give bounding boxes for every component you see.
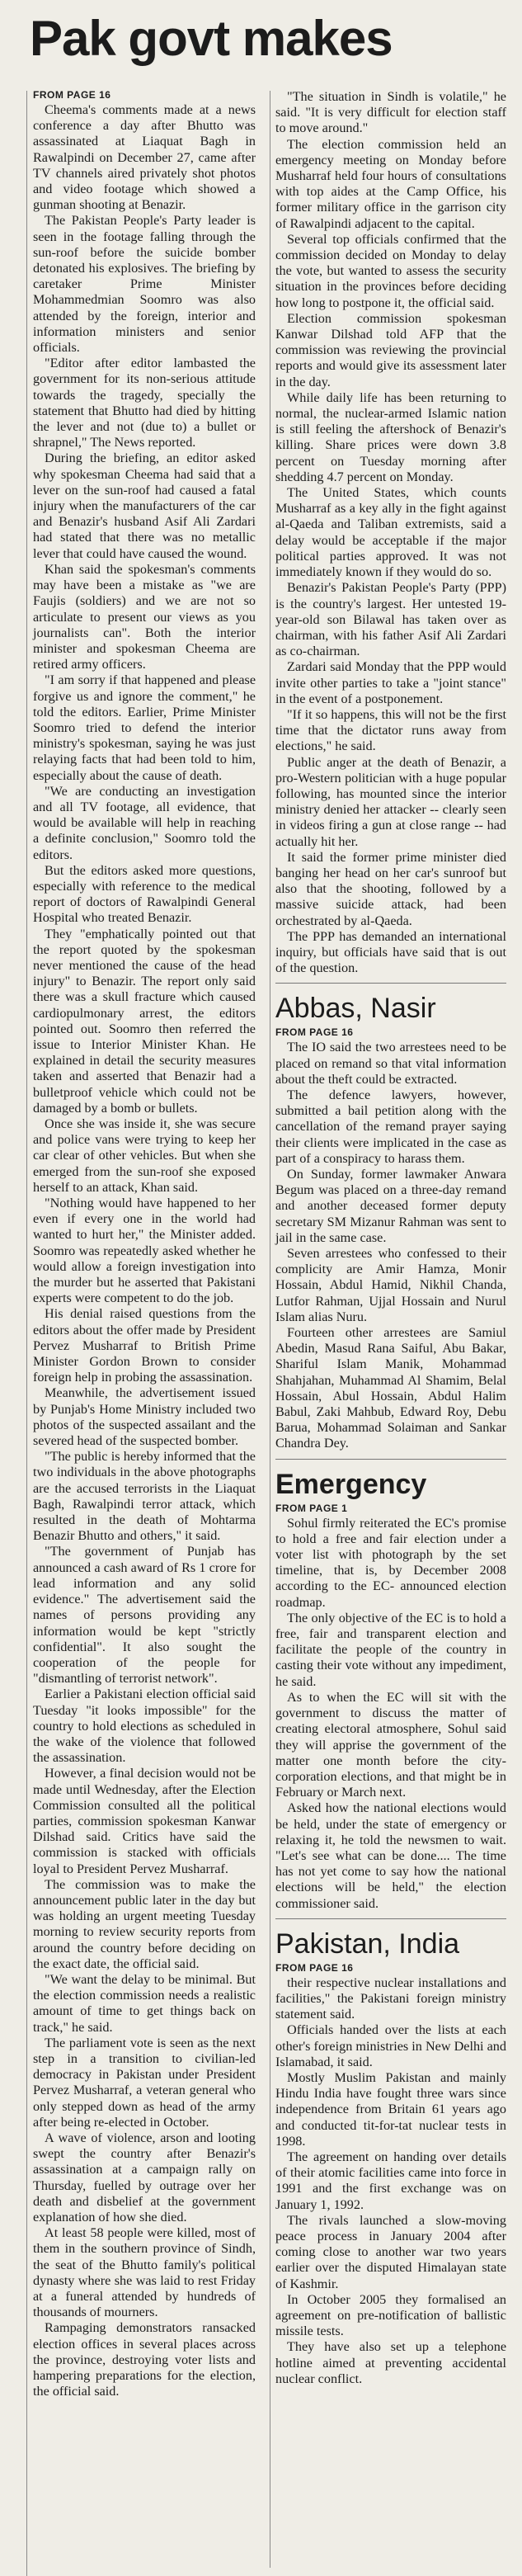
paragraph: Fourteen other arrestees are Samiul Abedin, Masud Rana Saiful, Abu Bakar, Shariful Islam Manik, Mohammad Shahjahan, Muhammad Al Shamim, Belal Hossain, Abul Hossain, Abdul Halim Babul, Zaki Mahbub, Edward Roy, Debu Barua, Mohammad Solaiman and Sankar Chandra Dey. [275, 1325, 506, 1451]
paragraph: "We are conducting an investigation and all TV footage, all evidence, that would be available will help in reaching a definite conclusion," Soomro told the editors. [33, 783, 256, 862]
paragraph: His denial raised questions from the editors about the offer made by President Pervez Musharraf to British Prime Minister Gordon Brown to consider foreign help in probing the assassination. [33, 1306, 256, 1385]
main-story-column [33, 89, 256, 2399]
paragraph: The parliament vote is seen as the next step in a transition to civilian-led democracy in Pakistan under President Pervez Musharraf, a veteran general who only stepped down as head of the army after being re-elected in October. [33, 2035, 256, 2130]
headline: Pak govt makes [30, 11, 393, 66]
cut-off-left-column [0, 91, 27, 2576]
india-story-body [275, 1975, 506, 2387]
paragraph: The only objective of the EC is to hold a free, fair and transparent election and facilitate the people of the country in casting their vote without any impediment, he said. [275, 1610, 506, 1689]
paragraph: "The public is hereby informed that the two individuals in the above photographs are the accused terrorists in the Liaquat Bagh, Rawalpindi terror attack, which resulted in the death of Mohtarma Benazir Bhutto and others," it said. [33, 1449, 256, 1544]
main-story-continued [275, 89, 506, 976]
paragraph: Sohul firmly reiterated the EC's promise to hold a free and fair election under a voter list with photograph by the set timeline, that is, by December 2008 according to the EC- announced election roadmap. [275, 1515, 506, 1610]
india-story-title: Pakistan, India [275, 1927, 460, 1960]
paragraph: They have also set up a telephone hotline aimed at preventing accidental nuclear conflict. [275, 2339, 506, 2386]
paragraph: The United States, which counts Musharraf as a key ally in the fight against al-Qaeda and Taliban extremists, said a delay would be acceptable if the major political parties approved. It was not immediately known if they would do so. [275, 485, 506, 580]
paragraph: It said the former prime minister died banging her head on her car's sunroof but also that the shooting, followed by a massive suicide attack, had been orchestrated by al-Qaeda. [275, 849, 506, 928]
section-rule [275, 1918, 506, 1919]
paragraph: Cheema's comments made at a news conference a day after Bhutto was assassinated at Liaquat Bagh in Rawalpindi on December 27, came after TV channels aired privately shot photos and video footage which showed a gunman shooting at Benazir. [33, 102, 256, 213]
paragraph: While daily life has been returning to normal, the nuclear-armed Islamic nation is still feeling the aftershock of Benazir's killing. Share prices were down 3.8 percent on Tuesday morning after shedding 4.7 percent on Monday. [275, 389, 506, 484]
emergency-story-body [275, 1516, 506, 1912]
abbas-story-title: Abbas, Nasir [275, 993, 436, 1025]
paragraph: "I am sorry if that happened and please forgive us and ignore the comment," he told the editors. Earlier, Prime Minister Soomro tried to defend the interior ministry's spokesman, saying he was just relaying facts that had been told to him, especially about the cause of death. [33, 672, 256, 783]
paragraph: At least 58 people were killed, most of them in the southern province of Sindh, the seat of the Bhutto family's political dynasty where she was laid to rest Friday at a funeral attended by hundreds of thousands of mourners. [33, 2225, 256, 2320]
paragraph: Once she was inside it, she was secure and police vans were trying to keep her car clear of other vehicles. But when she emerged from the sun-roof she exposed herself to an attack, Khan said. [33, 1116, 256, 1195]
paragraph: The Pakistan People's Party leader is seen in the footage falling through the sun-roof before the suicide bomber detonated his explosives. The briefing by caretaker Prime Minister Mohammedmian Soomro was also attended by the foreign, interior and information ministers and senior officials. [33, 213, 256, 356]
paragraph: During the briefing, an editor asked why spokesman Cheema had said that a lever on the sun-roof had caused a fatal injury when the manufacturers of the car and Benazir's husband Asif Ali Zardari had stated that there was no metallic lever that could have caused the wound. [33, 451, 256, 561]
paragraph: The IO said the two arrestees need to be placed on remand so that vital information about the theft could be extracted. [275, 1040, 506, 1087]
section-rule [275, 1459, 506, 1460]
paragraph: Officials handed over the lists at each other's foreign ministries in New Delhi and Islamabad, it said. [275, 2022, 506, 2069]
paragraph: On Sunday, former lawmaker Anwara Begum was placed on a three-day remand and another deceased former deputy secretary SM Mizanur Rahman was sent to jail in the same case. [275, 1167, 506, 1245]
paragraph: Khan said the spokesman's comments may have been a mistake as "we are Faujis (soldiers) and we are not so articulate to present our views as you journalists can". Both the interior minister and spokesman Cheema are retired army officers. [33, 561, 256, 672]
paragraph: A wave of violence, arson and looting swept the country after Benazir's assassination at a campaign rally on Thursday, fuelled by outrage over her death and disbelief at the government explanation of how she died. [33, 2130, 256, 2225]
paragraph: Zardari said Monday that the PPP would invite other parties to take a "joint stance" in the event of a postponement. [275, 659, 506, 706]
paragraph: "We want the delay to be minimal. But the election commission needs a realistic amount of time to get things back on track," he said. [33, 1971, 256, 2035]
paragraph: Seven arrestees who confessed to their complicity are Amir Hamza, Monir Hossain, Abdul Hamid, Nikhil Chanda, Lutfor Rahman, Ujjal Hossain and Nurul Islam alias Nuru. [275, 1246, 506, 1324]
paragraph: Asked how the national elections would be held, under the state of emergency or relaxing it, he told the newsmen to wait. "Let's see what can be done.... The time has not yet come to say how the national elections will be held," the election commissioner said. [275, 1800, 506, 1911]
paragraph: In October 2005 they formalised an agreement on pre-notification of ballistic missile tests. [275, 2291, 506, 2339]
emergency-kicker: FROM PAGE 1 [275, 1502, 348, 1514]
paragraph: Several top officials confirmed that the commission decided on Monday to delay the vote, but wanted to assess the security situation in the provinces before deciding how long to postpone it, the official said. [275, 231, 506, 310]
paragraph: However, a final decision would not be made until Wednesday, after the Election Commission consulted all the political parties, commission spokesman Kanwar Dilshad said. Critics have said the commission is stacked with officials loyal to President Pervez Musharraf. [33, 1766, 256, 1876]
paragraph: But the editors asked more questions, especially with reference to the medical report of doctors of Rawalpindi General Hospital who treated Benazir. [33, 862, 256, 926]
paragraph: They "emphatically pointed out that the report quoted by the spokesman never mentioned the cause of the head injury" to Benazir. The report only said there was a skull fracture which caused cardiopulmonary arrest, the editors pointed out. Soomro then referred the issue to Interior Minister Khan. He explained in detail the security measures taken and asserted that Benazir had a bulletproof vehicle which could not be damaged by a bomb or bullets. [33, 926, 256, 1116]
paragraph: "The situation in Sindh is volatile," he said. "It is very difficult for election staff to move around." [275, 89, 506, 136]
right-column [275, 89, 506, 2387]
section-rule [275, 983, 506, 984]
paragraph: "Nothing would have happened to her even if every one in the world had wanted to hurt her," the Minister added. Soomro was repeatedly asked whether he would allow a foreign investigation into the murder but he asserted that Pakistani experts were competent to do the job. [33, 1196, 256, 1306]
continuation-kicker: FROM PAGE 16 [33, 89, 111, 101]
paragraph: "If it so happens, this will not be the first time that the dictator runs away from elections," he said. [275, 706, 506, 754]
paragraph: The agreement on handing over details of their atomic facilities came into force in 1991 and the first exchange was on January 1, 1992. [275, 2149, 506, 2212]
paragraph: Meanwhile, the advertisement issued by Punjab's Home Ministry included two photos of the suspected assailant and the severed head of the suspected bomber. [33, 1385, 256, 1449]
abbas-kicker: FROM PAGE 16 [275, 1026, 354, 1039]
paragraph: The rivals launched a slow-moving peace process in January 2004 after coming close to another war two years earlier over the disputed Himalayan state of Kashmir. [275, 2212, 506, 2291]
emergency-story-title: Emergency [275, 1468, 427, 1500]
paragraph: Benazir's Pakistan People's Party (PPP) is the country's largest. Her untested 19-year-old son Bilawal has taken over as chairman, with his father Asif Ali Zardari as co-chairman. [275, 580, 506, 659]
paragraph: Earlier a Pakistani election official said Tuesday "it looks impossible" for the country to hold elections as scheduled in the wake of the violence that followed the assassination. [33, 1687, 256, 1766]
paragraph: Public anger at the death of Benazir, a pro-Western politician with a huge popular following, has mounted since the interior ministry denied her attacker -- clearly seen in videos firing a gun at close range -- had actually hit her. [275, 754, 506, 849]
abbas-story-body [275, 1040, 506, 1451]
paragraph: Rampaging demonstrators ransacked election offices in several places across the province, destroying voter lists and hampering preparations for the election, the official said. [33, 2320, 256, 2399]
india-kicker: FROM PAGE 16 [275, 1961, 354, 1974]
paragraph: "The government of Punjab has announced a cash award of Rs 1 crore for lead information and any solid evidence." The advertisement said the names of persons providing any information would be kept "strictly confidential". It also sought the cooperation of the people for "dismantling of terrorist network". [33, 1544, 256, 1687]
main-story-body [33, 102, 256, 2399]
paragraph: Mostly Muslim Pakistan and mainly Hindu India have fought three wars since independence from Britain 61 years ago and conducted tit-for-tat nuclear tests in 1998. [275, 2069, 506, 2149]
paragraph: their respective nuclear installations and facilities," the Pakistani foreign ministry statement said. [275, 1974, 506, 2022]
paragraph: The defence lawyers, however, submitted a bail petition along with the cancellation of the remand prayer saying their clients were implicated in the case as part of a conspiracy to harass them. [275, 1087, 506, 1166]
paragraph: As to when the EC will sit with the government to discuss the matter of creating electoral atmosphere, Sohul said they will apprise the government of the matter one month before the city-corporation elections, and that might be in February or March next. [275, 1689, 506, 1800]
paragraph: "Editor after editor lambasted the government for its non-serious attitude towards the tragedy, specially the statement that Bhutto had died by hitting the lever and not (due to) a bullet or shrapnel," The News reported. [33, 356, 256, 451]
paragraph: The election commission held an emergency meeting on Monday before Musharraf held four hours of consultations with top aides at the Camp Office, his former military office in the garrison city of Rawalpindi adjacent to the capital. [275, 136, 506, 231]
paragraph: Election commission spokesman Kanwar Dilshad told AFP that the commission was reviewing the provincial reports and would give its assessment later in the day. [275, 310, 506, 389]
paragraph: The PPP has demanded an international inquiry, but officials have said that is out of the question. [275, 928, 506, 976]
paragraph: The commission was to make the announcement public later in the day but was holding an urgent meeting Tuesday morning to review security reports from around the country before deciding on the exact date, the official said. [33, 1876, 256, 1971]
